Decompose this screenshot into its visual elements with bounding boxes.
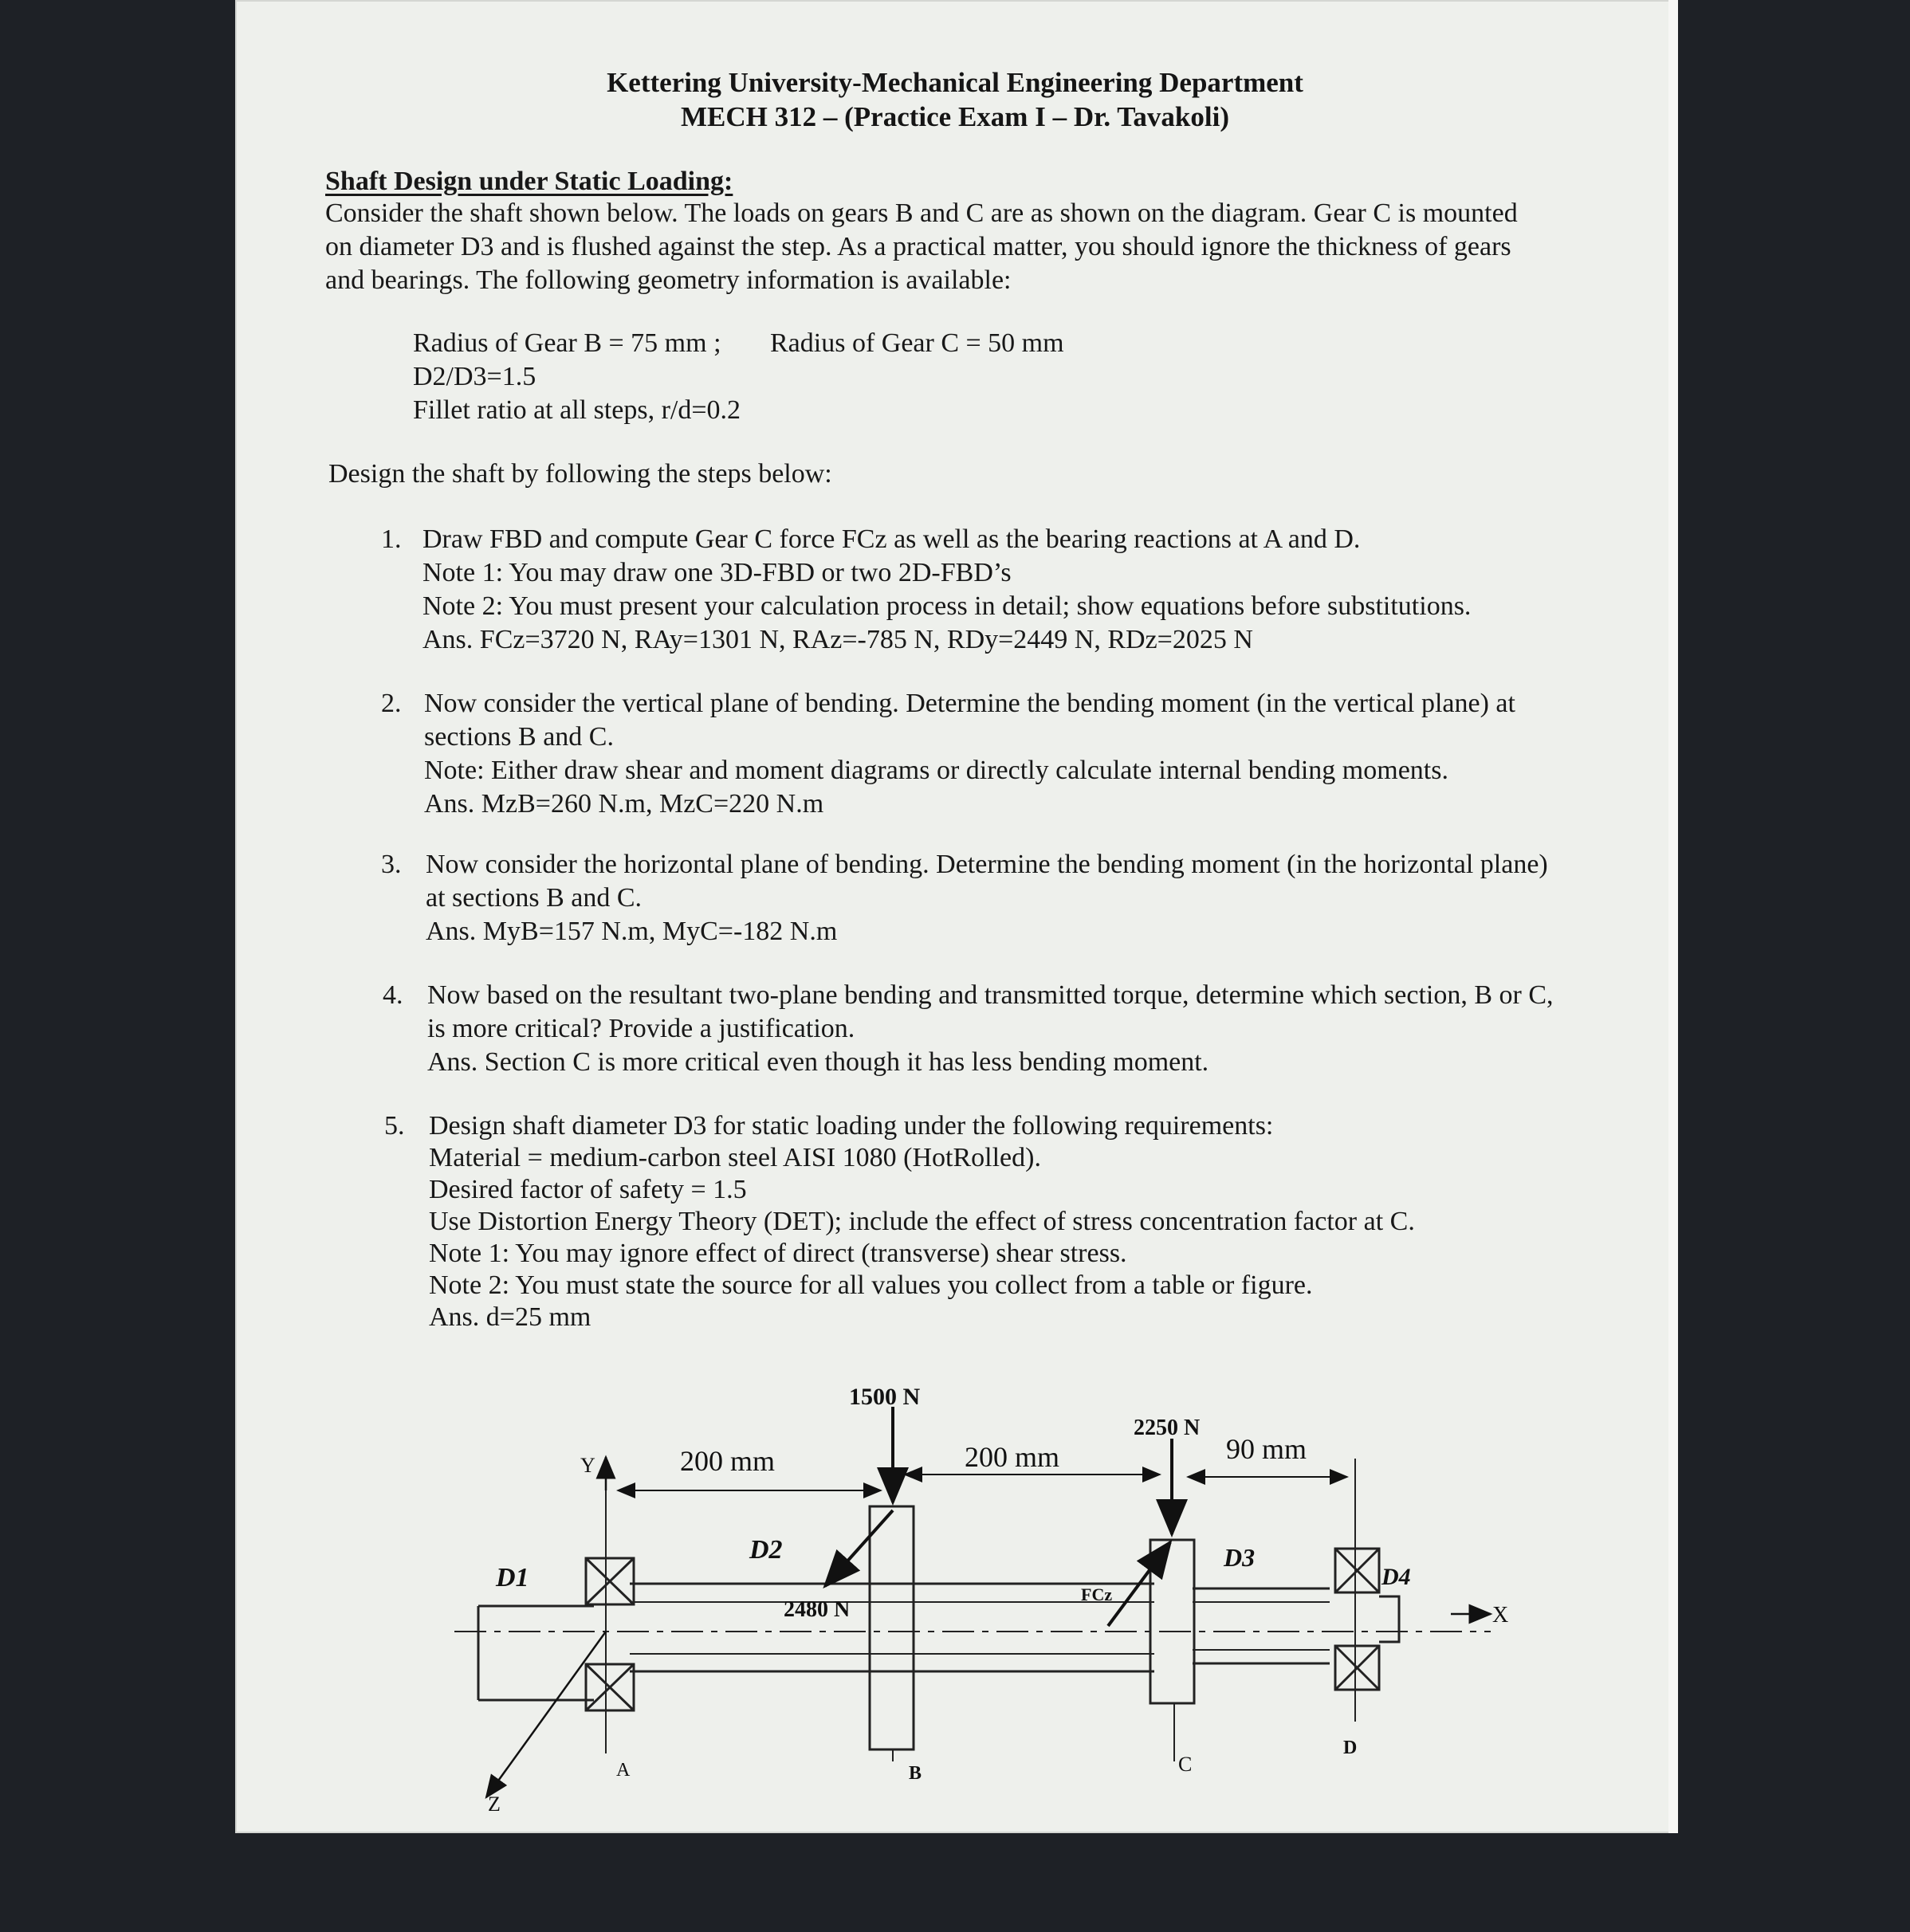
- step-2-number: 2.: [381, 689, 402, 718]
- intro-line-2: on diameter D3 and is flushed against the step. As a practical matter, you should ignore the thickness of gears: [325, 232, 1511, 261]
- label-fcz: FCz: [1081, 1584, 1113, 1604]
- header-institution: Kettering University-Mechanical Engineering Department: [607, 67, 1303, 98]
- label-d2: D2: [749, 1535, 783, 1565]
- geometry-radius-c: Radius of Gear C = 50 mm: [770, 328, 1064, 358]
- step-2-line-1: Now consider the vertical plane of bending. Determine the bending moment (in the vertical plane) at: [424, 689, 1515, 718]
- step-2-line-2: sections B and C.: [424, 722, 614, 752]
- label-dim-bc: 200 mm: [965, 1441, 1060, 1473]
- step-1-line-3: Note 2: You must present your calculation process in detail; show equations before substitutions.: [422, 591, 1472, 621]
- label-d1: D1: [496, 1563, 529, 1592]
- label-d: D: [1343, 1738, 1358, 1758]
- bearing-d: [1335, 1549, 1379, 1690]
- step-1-line-1: Draw FBD and compute Gear C force FCz as well as the bearing reactions at A and D.: [422, 524, 1361, 554]
- step-3-answer: Ans. MyB=157 N.m, MyC=-182 N.m: [426, 917, 838, 946]
- section-title: Shaft Design under Static Loading:: [325, 167, 733, 196]
- step-5-line-3: Desired factor of safety = 1.5: [429, 1175, 747, 1204]
- label-a: A: [616, 1760, 631, 1781]
- label-d4: D4: [1381, 1564, 1411, 1590]
- geometry-fillet: Fillet ratio at all steps, r/d=0.2: [413, 395, 741, 425]
- step-5-line-5: Note 1: You may ignore effect of direct (transverse) shear stress.: [429, 1239, 1127, 1268]
- step-2-answer: Ans. MzB=260 N.m, MzC=220 N.m: [424, 789, 824, 819]
- bearing-a: [586, 1558, 634, 1710]
- load-2480n-arrow: [825, 1510, 893, 1586]
- label-dim-cd: 90 mm: [1226, 1433, 1307, 1465]
- label-2250n: 2250 N: [1134, 1416, 1201, 1440]
- step-1-number: 1.: [381, 524, 402, 554]
- step-5-number: 5.: [384, 1111, 405, 1141]
- step-2-line-3: Note: Either draw shear and moment diagrams or directly calculate internal bending moments.: [424, 756, 1448, 785]
- step-5-line-6: Note 2: You must state the source for all values you collect from a table or figure.: [429, 1270, 1313, 1300]
- geometry-radius-b: Radius of Gear B = 75 mm ;: [413, 328, 721, 358]
- geometry-ratio: D2/D3=1.5: [413, 362, 536, 391]
- step-5-line-1: Design shaft diameter D3 for static loading under the following requirements:: [429, 1111, 1274, 1141]
- label-b: B: [909, 1763, 922, 1784]
- gear-b: [870, 1506, 914, 1749]
- design-intro: Design the shaft by following the steps below:: [328, 459, 832, 489]
- step-4-line-1: Now based on the resultant two-plane bending and transmitted torque, determine which section, B or C,: [427, 980, 1554, 1010]
- shaft-segment-d2: [630, 1584, 1154, 1671]
- label-x: X: [1492, 1603, 1509, 1628]
- header-course: MECH 312 – (Practice Exam I – Dr. Tavakoli): [681, 101, 1229, 132]
- step-5-answer: Ans. d=25 mm: [429, 1302, 591, 1332]
- label-z: Z: [488, 1793, 501, 1816]
- label-1500n: 1500 N: [849, 1384, 921, 1410]
- step-4-answer: Ans. Section C is more critical even though it has less bending moment.: [427, 1047, 1209, 1077]
- intro-line-3: and bearings. The following geometry information is available:: [325, 265, 1012, 295]
- shaft-segment-d4: [1379, 1596, 1399, 1642]
- gear-c: [1150, 1540, 1194, 1703]
- step-3-line-1: Now consider the horizontal plane of bending. Determine the bending moment (in the horizontal plane): [426, 850, 1548, 879]
- label-dim-ab: 200 mm: [680, 1445, 776, 1477]
- shaft-segment-d3: [1193, 1588, 1330, 1663]
- step-5-line-2: Material = medium-carbon steel AISI 1080 (HotRolled).: [429, 1143, 1041, 1172]
- step-4-number: 4.: [383, 980, 403, 1010]
- label-2480n: 2480 N: [784, 1597, 851, 1622]
- step-1-line-2: Note 1: You may draw one 3D-FBD or two 2D-FBD’s: [422, 558, 1012, 587]
- step-1-answer: Ans. FCz=3720 N, RAy=1301 N, RAz=-785 N, RDy=2449 N, RDz=2025 N: [422, 625, 1253, 654]
- step-4-line-2: is more critical? Provide a justification.: [427, 1014, 855, 1043]
- label-d3: D3: [1224, 1543, 1256, 1572]
- step-5-line-4: Use Distortion Energy Theory (DET); include the effect of stress concentration factor at C.: [429, 1207, 1415, 1236]
- z-axis-arrow: [486, 1632, 606, 1797]
- step-3-number: 3.: [381, 850, 402, 879]
- shaft-segment-d1: [478, 1606, 594, 1700]
- step-3-line-2: at sections B and C.: [426, 883, 643, 913]
- intro-line-1: Consider the shaft shown below. The loads on gears B and C are as shown on the diagram. Gear C is mounted: [325, 198, 1518, 228]
- label-y: Y: [580, 1454, 595, 1477]
- label-c: C: [1178, 1753, 1193, 1776]
